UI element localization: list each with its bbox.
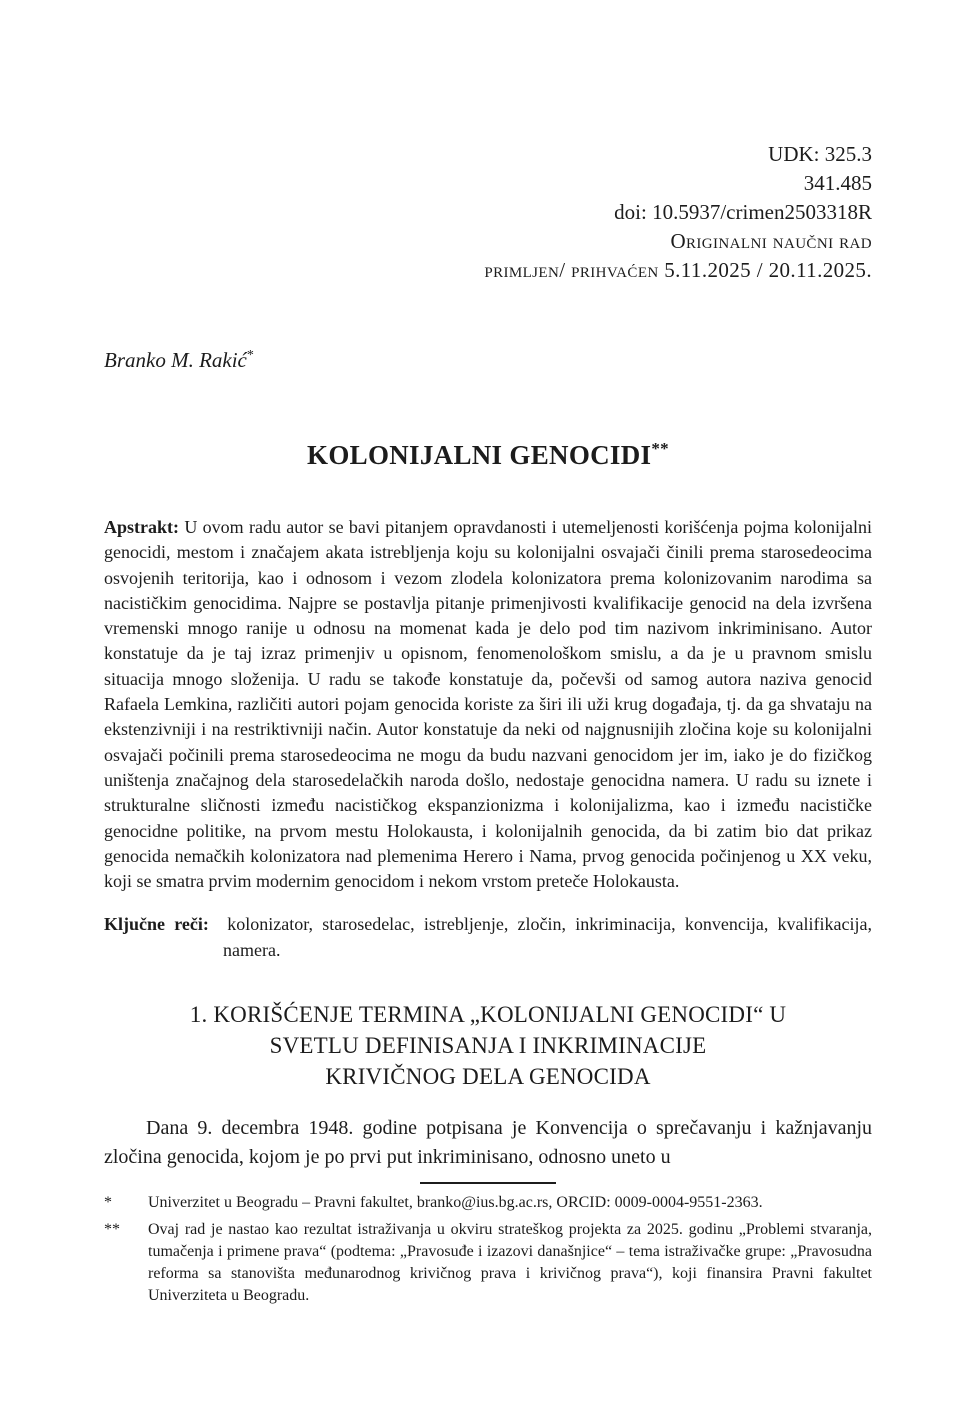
footnote-marker: *: [104, 1194, 112, 1212]
section-heading-line-3: KRIVIČNOG DELA GENOCIDA: [325, 1064, 651, 1090]
keywords-label: Ključne reči:: [104, 914, 209, 935]
udk-number-2: 341.485: [803, 171, 872, 195]
received-accepted-dates: primljen/ prihvaćen 5.11.2025 / 20.11.2025.: [484, 258, 872, 282]
article-metadata: [104, 140, 872, 285]
udk-number-1: UDK: 325.3: [768, 142, 872, 166]
keywords-text: kolonizator, starosedelac, istrebljenje, zločin, inkriminacija, konvencija, kvalifikacija, namera.: [223, 914, 873, 960]
article-title-text: KOLONIJALNI GENOCIDI: [307, 440, 652, 470]
abstract-paragraph: [104, 515, 872, 894]
footnote-funding: [104, 1219, 872, 1307]
section-heading-line-1: 1. KORIŠĆENJE TERMINA „KOLONIJALNI GENOCIDI“ U: [189, 1002, 787, 1028]
abstract-text: U ovom radu autor se bavi pitanjem opravdanosti i utemeljenosti korišćenja pojma kolonijalni genocidi, mestom i značajem akata istrebljenja koju su kolonijalni osvajači činili prema starosedeocima osvojenih teritorija, kao i odnosom i vezom zlodela kolonizatora prema kolonizovanim narodima sa nacističkim genocidima. Najpre se postavlja pitanje primenjivosti kvalifikacije genocid na dela izvršena vremenski mnogo ranije u odnosu na momenat kada je delo pod tim nazivom inkriminisano. Autor konstatuje da je taj izraz primenjiv u opisnom, fenomenološkom smislu, a da je u pravnom smislu situacija mnogo složenija. U radu se takođe konstatuje da, počevši od samog autora naziva genocid Rafaela Lemkina, različiti autori pojam genocida koriste za širi ili uži krug događaja, tj. da ga shvataju na ekstenzivniji i na restriktivniji način. Autor konstatuje da neki od najgnusnijih zločina koje su kolonijalni osvajači počinili prema starosedeocima ne mogu da budu nazvani genocidom jer im, iako je do fizičkog uništenja značajnog dela starosedelačkih naroda došlo, nedostaje genocidna namera. U radu su iznete i strukturalne sličnosti između nacističkog ekspanzionizma i kolonijalizma, kao i između nacističke genocidne politike, na prvom mestu Holokausta, i kolonijalnih genocida, da bi zatim bio dat prikaz genocida nemačkih kolonizatora nad plemenima Herero i Nama, prvog genocida počinjenog u XX veku, koji se smatra prvim modernim genocidom i nekom vrstom preteče Holokausta.: [104, 517, 872, 892]
footnote-marker: **: [104, 1221, 120, 1239]
footnote-author: [104, 1192, 872, 1214]
title-footnote-marker: **: [651, 439, 669, 458]
footnotes-block: [104, 1192, 872, 1307]
footnote-separator: [420, 1182, 556, 1184]
abstract-label: Apstrakt:: [104, 517, 179, 537]
article-type: Originalni naučni rad: [670, 229, 872, 253]
keywords-paragraph: [104, 912, 872, 963]
section-heading-line-2: SVETLU DEFINISANJA I INKRIMINACIJE: [269, 1033, 707, 1059]
body-paragraph: Dana 9. decembra 1948. godine potpisana je Konvencija o sprečavanju i kažnjavanju zločina genocida, kojom je po prvi put inkriminisano, odnosno uneto u: [104, 1117, 872, 1169]
author-line: [104, 343, 872, 373]
author-name: Branko M. Rakić: [104, 348, 247, 372]
footnote-text: Ovaj rad je nastao kao rezultat istraživanja u okviru strateškog projekta za 2025. godinu „Problemi stvaranja, tumačenja i primene prava“ (podtema: „Pravosuđe i izazovi današnjice“ – tema istraživačke grupe: „Pravosudna reforma sa stanovišta međunarodnog krivičnog prava i krivičnog prava“), koji finansira Pravni fakultet Univerziteta u Beogradu.: [148, 1221, 872, 1305]
section-1-heading: [104, 999, 872, 1092]
article-title: [104, 433, 872, 471]
author-footnote-marker: *: [246, 348, 254, 363]
footnote-text: Univerzitet u Beogradu – Pravni fakultet, branko@ius.bg.ac.rs, ORCID: 0009-0004-9551-2363.: [148, 1194, 763, 1212]
doi-line: doi: 10.5937/crimen2503318R: [614, 200, 872, 224]
